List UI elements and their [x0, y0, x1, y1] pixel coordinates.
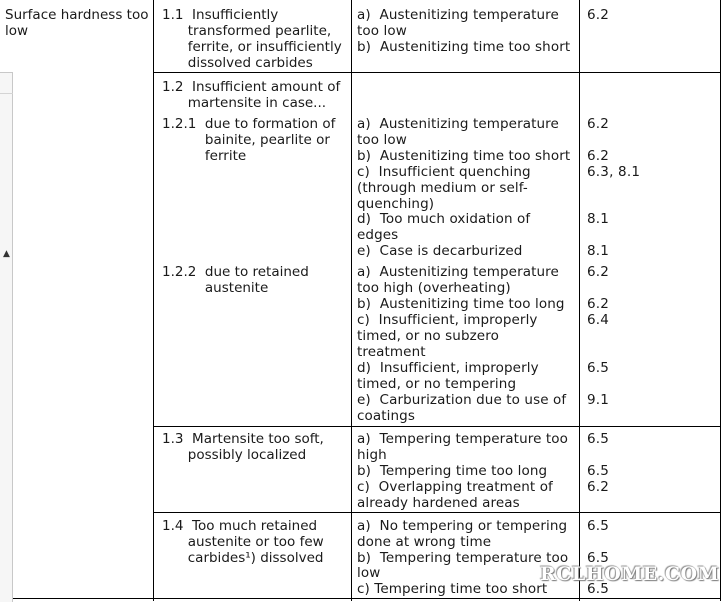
remedy-text: e) Carburization due to use of	[357, 392, 567, 408]
remedy-text: b) Tempering temperature too	[357, 550, 569, 566]
cause-label: 1.1 Insufficiently	[162, 7, 279, 23]
cause-label: dissolved carbides	[162, 55, 313, 71]
reference-number: 6.5	[587, 581, 610, 597]
remedy-text: timed, or no tempering	[357, 376, 517, 392]
watermark: RCLHOME.COM	[540, 563, 720, 585]
remedy-text: e) Case is decarburized	[357, 243, 523, 259]
remedy-text: coatings	[357, 408, 415, 424]
reference-number: 8.1	[587, 211, 610, 227]
reference-number: 6.2	[587, 7, 610, 23]
cause-label: bainite, pearlite or	[162, 132, 330, 148]
column-divider-4	[720, 0, 721, 601]
remedy-text: already hardened areas	[357, 495, 520, 511]
remedy-text: b) Austenitizing time too short	[357, 148, 571, 164]
reference-number: 6.3, 8.1	[587, 164, 641, 180]
remedy-text: too high (overheating)	[357, 280, 511, 296]
remedy-text: c) Insufficient, improperly	[357, 312, 538, 328]
remedy-text: a) Austenitizing temperature	[357, 116, 559, 132]
remedy-text: timed, or no subzero	[357, 328, 499, 344]
remedy-text: edges	[357, 227, 399, 243]
remedy-text: a) Austenitizing temperature	[357, 7, 559, 23]
row-divider-3	[153, 512, 721, 513]
reference-number: 6.4	[587, 312, 610, 328]
reference-number: 8.1	[587, 243, 610, 259]
remedy-text: b) Austenitizing time too long	[357, 296, 565, 312]
column-divider-3	[579, 0, 580, 601]
reference-number: 6.2	[587, 264, 610, 280]
cause-label: ferrite	[162, 148, 247, 164]
remedy-text: d) Insufficient, improperly	[357, 360, 539, 376]
remedy-text: too low	[357, 132, 407, 148]
reference-number: 6.5	[587, 360, 610, 376]
remedy-text: b) Tempering time too long	[357, 463, 548, 479]
remedy-text: b) Austenitizing time too short	[357, 39, 571, 55]
column-divider-2	[351, 0, 352, 601]
reference-number: 6.5	[587, 550, 610, 566]
side-panel-seam	[0, 93, 13, 94]
cause-label: martensite in case...	[162, 95, 327, 111]
row-divider-4	[0, 598, 721, 599]
defect-line-1: Surface hardness too	[5, 7, 149, 23]
remedy-text: too low	[357, 23, 407, 39]
reference-number: 6.2	[587, 479, 610, 495]
cause-label: 1.2.1 due to formation of	[162, 116, 336, 132]
reference-number: 6.5	[587, 463, 610, 479]
remedy-text: quenching)	[357, 196, 435, 212]
reference-number: 6.2	[587, 116, 610, 132]
remedy-text: d) Too much oxidation of	[357, 211, 531, 227]
cause-label: 1.2 Insufficient amount of	[162, 79, 341, 95]
remedy-text: (through medium or self-	[357, 180, 528, 196]
cause-label: austenite	[162, 280, 269, 296]
cause-label: 1.2.2 due to retained	[162, 264, 309, 280]
reference-number: 6.2	[587, 148, 610, 164]
remedy-text: a) No tempering or tempering	[357, 518, 568, 534]
defect-line-2: low	[5, 23, 29, 39]
triangle-up-icon[interactable]: ▲	[3, 249, 10, 259]
cause-label: austenite or too few	[162, 534, 324, 550]
remedy-text: a) Tempering temperature too	[357, 431, 568, 447]
remedy-text: treatment	[357, 344, 426, 360]
remedy-text: c) Overlapping treatment of	[357, 479, 553, 495]
cause-label: carbides¹) dissolved	[162, 550, 324, 566]
reference-number: 9.1	[587, 392, 610, 408]
reference-number: 6.5	[587, 518, 610, 534]
reference-number: 6.2	[587, 296, 610, 312]
cause-label: ferrite, or insufficiently	[162, 39, 342, 55]
cause-label: 1.3 Martensite too soft,	[162, 431, 324, 447]
side-panel[interactable]	[0, 72, 13, 602]
remedy-text: done at wrong time	[357, 534, 492, 550]
column-divider-1	[153, 0, 154, 601]
cause-label: transformed pearlite,	[162, 23, 332, 39]
remedy-text: c) Insufficient quenching	[357, 164, 531, 180]
reference-number: 6.5	[587, 431, 610, 447]
remedy-text: high	[357, 447, 387, 463]
remedy-text: low	[357, 565, 381, 581]
remedy-text: c) Tempering time too short	[357, 581, 548, 597]
row-divider-2	[153, 426, 721, 427]
cause-label: 1.4 Too much retained	[162, 518, 318, 534]
cause-label: possibly localized	[162, 447, 307, 463]
row-divider-1	[153, 72, 721, 73]
remedy-text: a) Austenitizing temperature	[357, 264, 559, 280]
